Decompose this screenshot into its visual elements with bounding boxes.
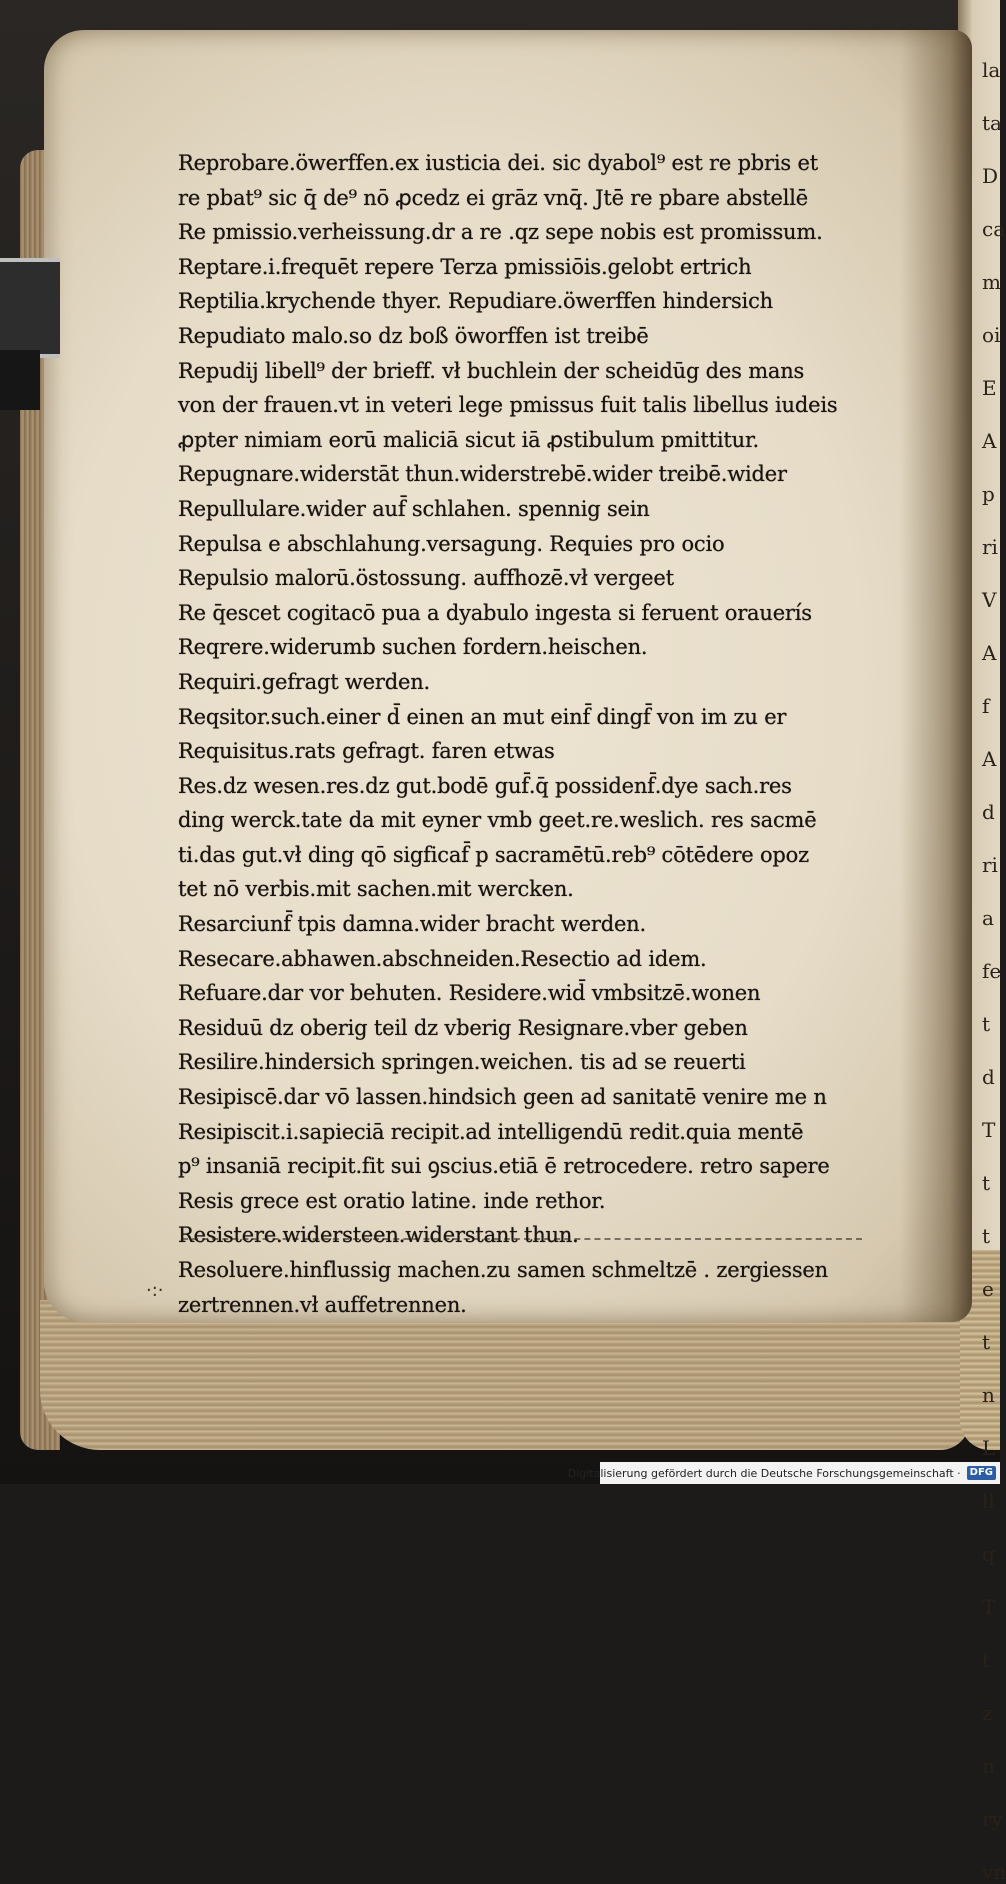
- text-line: Res.dz wesen.res.dz gut.bodē guf̄.q̄ possidenf̄.dye sach.res: [178, 773, 792, 798]
- facing-text-fragment: E: [982, 376, 997, 400]
- facing-text-fragment: A: [982, 641, 997, 665]
- text-line: Re pmissio.verheissung.dr a re .qz sepe nobis est promissum.: [178, 220, 823, 245]
- text-line: Repullulare.wider auf̄ schlahen. spennig sein: [178, 496, 650, 521]
- text-line: p⁹ insaniā recipit.fit sui ꝯscius.etiā ē retrocedere. retro sapere: [178, 1154, 830, 1179]
- text-line: re pbat⁹ sic q̄ de⁹ nō ꝓcedz ei grāz vnq̄. Jtē re pbare abstellē: [178, 185, 809, 210]
- facing-text-fragment: ri: [982, 535, 998, 559]
- facing-text-fragment: m: [982, 270, 1001, 294]
- facing-text-fragment: ll: [982, 1489, 995, 1513]
- text-line: Requiri.gefragt werden.: [178, 669, 431, 694]
- facing-text-fragment: d: [982, 1065, 995, 1089]
- facing-text-fragment: t: [982, 1171, 991, 1195]
- text-line: Repudiato malo.so dz boß öworffen ist treibē: [178, 323, 649, 348]
- facing-text-fragment: A: [982, 747, 997, 771]
- facing-text-fragment: t: [982, 1012, 991, 1036]
- footer-bar: [567, 1462, 1000, 1484]
- text-line: zertrennen.vł auffetrennen.: [178, 1292, 467, 1317]
- facing-text-fragment: a: [982, 906, 994, 930]
- facing-text-fragment: ta: [982, 111, 1002, 135]
- facing-text-fragment: p: [982, 482, 995, 506]
- text-line: Re q̄escet cogitacō pua a dyabulo ingesta si feruent orauerís: [178, 600, 812, 625]
- facing-text-fragment: A: [982, 429, 997, 453]
- text-line: Repudij libell⁹ der brieff. vł buchlein der scheidūg des mans: [178, 358, 805, 383]
- margin-mark: ·:·: [146, 1280, 164, 1301]
- text-line: Resarciunf̄ tpis damna.wider bracht werden.: [178, 912, 646, 937]
- facing-text-fragment: ry: [982, 1807, 1003, 1831]
- facing-text-fragment: V: [982, 588, 997, 612]
- book-page-edges: [40, 1300, 970, 1450]
- footer-credit: Digitalisierung gefördert durch die Deutsche Forschungsgemeinschaft ·: [567, 1466, 961, 1480]
- text-line: Resipiscit.i.sapieciā recipit.ad intelligendū redit.quia mentē: [178, 1119, 804, 1144]
- facing-text-fragment: ri: [982, 853, 998, 877]
- page-clip: [0, 258, 60, 358]
- facing-text-fragment: f: [982, 694, 990, 718]
- text-line: tet nō verbis.mit sachen.mit wercken.: [178, 877, 574, 902]
- facing-text-fragment: t: [982, 1330, 991, 1354]
- facing-text-fragment: L: [982, 1436, 996, 1460]
- text-line: Refuare.dar vor behuten. Residere.wid̄ vmbsitzē.wonen: [178, 981, 761, 1006]
- facing-text-fragment: z: [982, 1701, 993, 1725]
- text-line: ti.das gut.vł ding qō sigficaf̄ p sacramētū.reb⁹ cōtēdere opoz: [178, 842, 809, 867]
- facing-text-fragment: q: [982, 1542, 995, 1566]
- facing-text-fragment: la: [982, 58, 1001, 82]
- text-line: Resipiscē.dar vō lassen.hindsich geen ad sanitatē venire me n: [178, 1085, 827, 1110]
- text-line: Reqsitor.such.einer d̄ einen an mut einf̄ dingf̄ von im zu er: [178, 704, 787, 729]
- facing-text-fragment: D: [982, 164, 999, 188]
- facing-text-fragment: fe: [982, 959, 1002, 983]
- text-line: Resis grece est oratio latine. inde rethor.: [178, 1188, 606, 1213]
- facing-text-fragment: vn: [982, 1860, 1006, 1884]
- facing-page-text: [982, 58, 1006, 1884]
- page-text-block: [178, 146, 868, 1322]
- facing-text-fragment: T: [982, 1595, 996, 1619]
- text-line: Repulsio malorū.östossung. auffhozē.vł vergeet: [178, 566, 674, 591]
- facing-text-fragment: t: [982, 1648, 991, 1672]
- facing-text-fragment: ca: [982, 217, 1006, 241]
- facing-text-fragment: n: [982, 1383, 995, 1407]
- page-clip-base: [0, 350, 40, 410]
- facing-text-fragment: n: [982, 1754, 995, 1778]
- text-line: Reprobare.öwerffen.ex iusticia dei. sic dyabol⁹ est re pbris et: [178, 151, 818, 175]
- text-line: Reqrere.widerumb suchen fordern.heischen.: [178, 635, 648, 660]
- gutter-shadow: [900, 30, 972, 1322]
- text-line: Repugnare.widerstāt thun.widerstrebē.wider treibē.wider: [178, 462, 787, 487]
- text-line: ꝓpter nimiam eorū maliciā sicut iā ꝓstibulum pmittitur.: [178, 427, 759, 452]
- text-line: Reptare.i.frequēt repere Terza pmissiōis.gelobt ertrich: [178, 254, 752, 279]
- facing-text-fragment: t: [982, 1224, 991, 1248]
- text-line: ding werck.tate da mit eyner vmb geet.re.weslich. res sacmē: [178, 808, 817, 833]
- text-line: Residuū dz oberig teil dz vberig Resignare.vber geben: [178, 1015, 748, 1040]
- text-line: Resistere.widersteen.widerstant thun.: [178, 1223, 579, 1248]
- bottom-rule: [182, 1238, 862, 1242]
- facing-text-fragment: oi: [982, 323, 1001, 347]
- text-line: Requisitus.rats gefragt. faren etwas: [178, 739, 555, 764]
- text-line: von der frauen.vt in veteri lege pmissus fuit talis libellus iudeis: [178, 393, 838, 418]
- text-line: Resecare.abhawen.abschneiden.Resectio ad idem.: [178, 946, 707, 971]
- dfg-logo-icon: DFG: [967, 1466, 996, 1480]
- text-line: Resoluere.hinflussig machen.zu samen schmeltzē . zergiessen: [178, 1258, 828, 1282]
- facing-text-fragment: e: [982, 1277, 994, 1301]
- facing-text-fragment: T: [982, 1118, 996, 1142]
- text-line: Resilire.hindersich springen.weichen. tis ad se reuerti: [178, 1050, 746, 1075]
- facing-text-fragment: d: [982, 800, 995, 824]
- text-line: Reptilia.krychende thyer. Repudiare.öwerffen hindersich: [178, 289, 773, 314]
- text-line: Repulsa e abschlahung.versagung. Requies pro ocio: [178, 531, 725, 556]
